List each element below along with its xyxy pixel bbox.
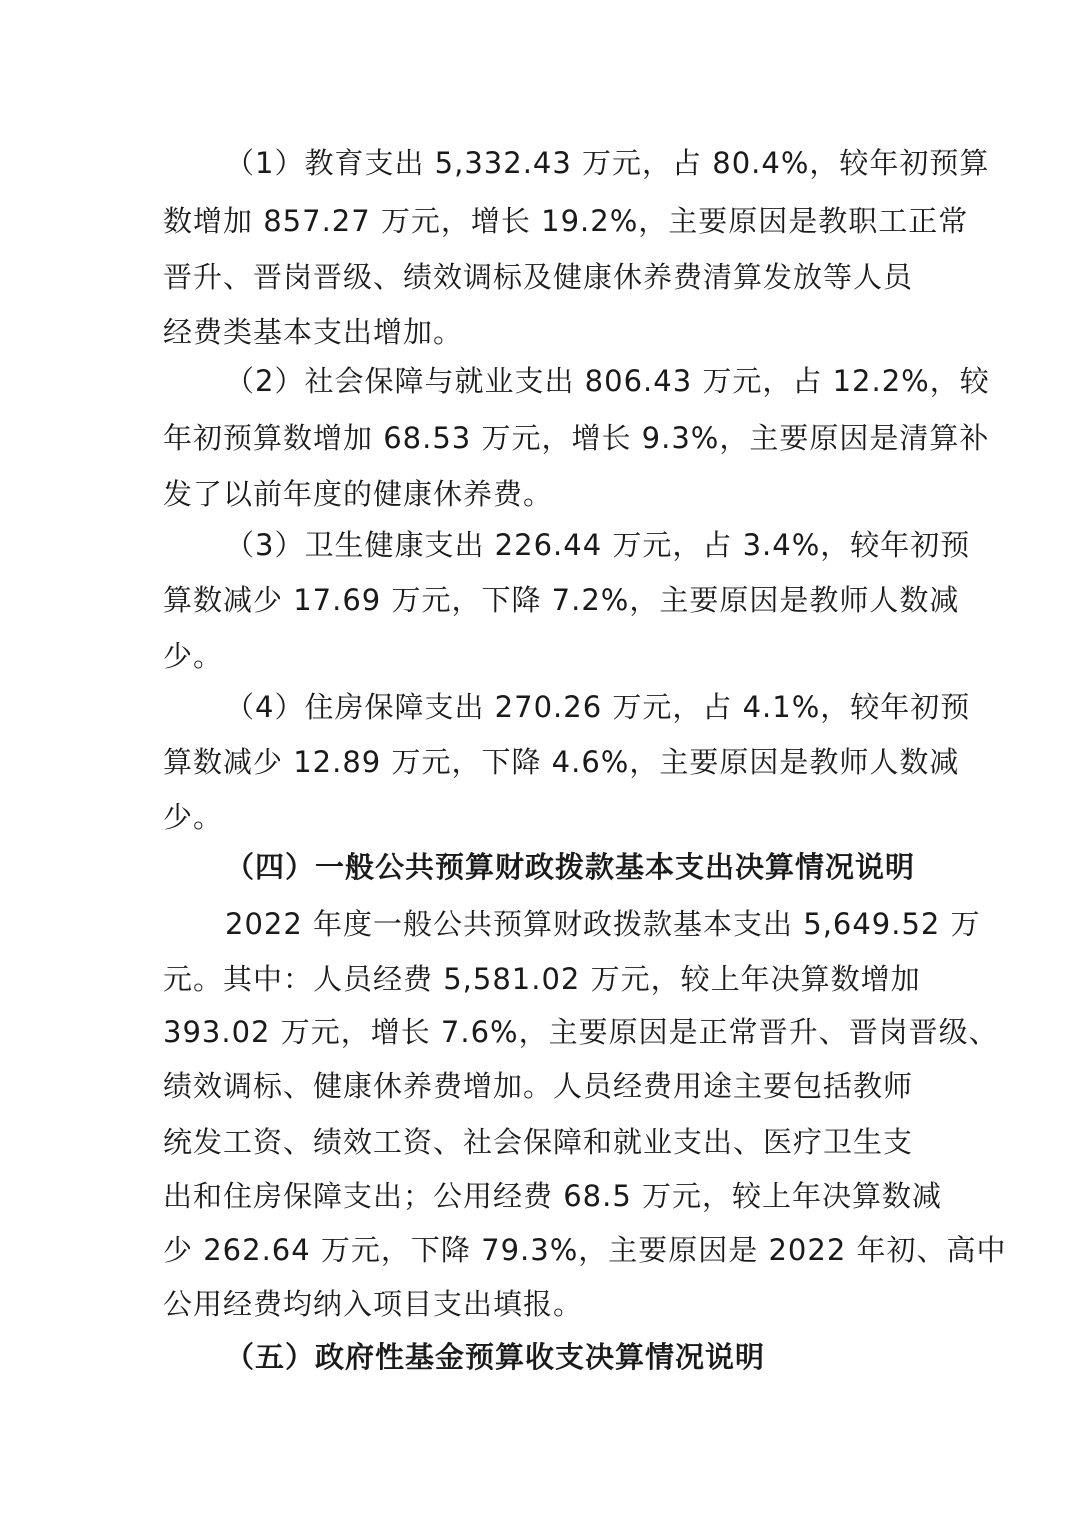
para-housing-line-3: 少。 [163,800,224,834]
para-health-line-3: 少。 [163,639,224,673]
para-basic-expenditure-line-3: 393.02 万元，增长 7.6%，主要原因是正常晋升、晋岗晋级、 [163,1015,999,1049]
para-housing-line-1: （4）住房保障支出 270.26 万元，占 4.1%，较年初预 [225,690,971,724]
para-basic-expenditure-line-6: 出和住房保障支出；公用经费 68.5 万元，较上年决算数减 [163,1179,943,1213]
para-education-line-4: 经费类基本支出增加。 [163,315,464,349]
para-basic-expenditure-line-4: 绩效调标、健康休养费增加。人员经费用途主要包括教师 [163,1069,914,1103]
section-heading-4: （四）一般公共预算财政拨款基本支出决算情况说明 [225,850,916,884]
para-education-line-1: （1）教育支出 5,332.43 万元，占 80.4%，较年初预算 [225,146,990,180]
para-basic-expenditure-line-5: 统发工资、绩效工资、社会保障和就业支出、医疗卫生支 [163,1125,914,1159]
para-basic-expenditure-line-1: 2022 年度一般公共预算财政拨款基本支出 5,649.52 万 [225,907,981,941]
para-education-line-3: 晋升、晋岗晋级、绩效调标及健康休养费清算发放等人员 [163,260,914,294]
para-basic-expenditure-line-8: 公用经费均纳入项目支出填报。 [163,1287,584,1321]
para-social-security-line-2: 年初预算数增加 68.53 万元，增长 9.3%，主要原因是清算补 [163,421,990,455]
para-housing-line-2: 算数减少 12.89 万元，下降 4.6%，主要原因是教师人数减 [163,745,960,779]
section-heading-5: （五）政府性基金预算收支决算情况说明 [225,1340,766,1374]
para-social-security-line-1: （2）社会保障与就业支出 806.43 万元，占 12.2%，较 [225,364,990,398]
para-health-line-2: 算数减少 17.69 万元，下降 7.2%，主要原因是教师人数减 [163,583,960,617]
para-basic-expenditure-line-7: 少 262.64 万元，下降 79.3%，主要原因是 2022 年初、高中 [163,1233,1007,1267]
para-basic-expenditure-line-2: 元。其中：人员经费 5,581.02 万元，较上年决算数增加 [163,962,921,996]
para-health-line-1: （3）卫生健康支出 226.44 万元，占 3.4%，较年初预 [225,528,971,562]
para-social-security-line-3: 发了以前年度的健康休养费。 [163,477,554,511]
para-education-line-2: 数增加 857.27 万元，增长 19.2%，主要原因是教职工正常 [163,204,969,238]
